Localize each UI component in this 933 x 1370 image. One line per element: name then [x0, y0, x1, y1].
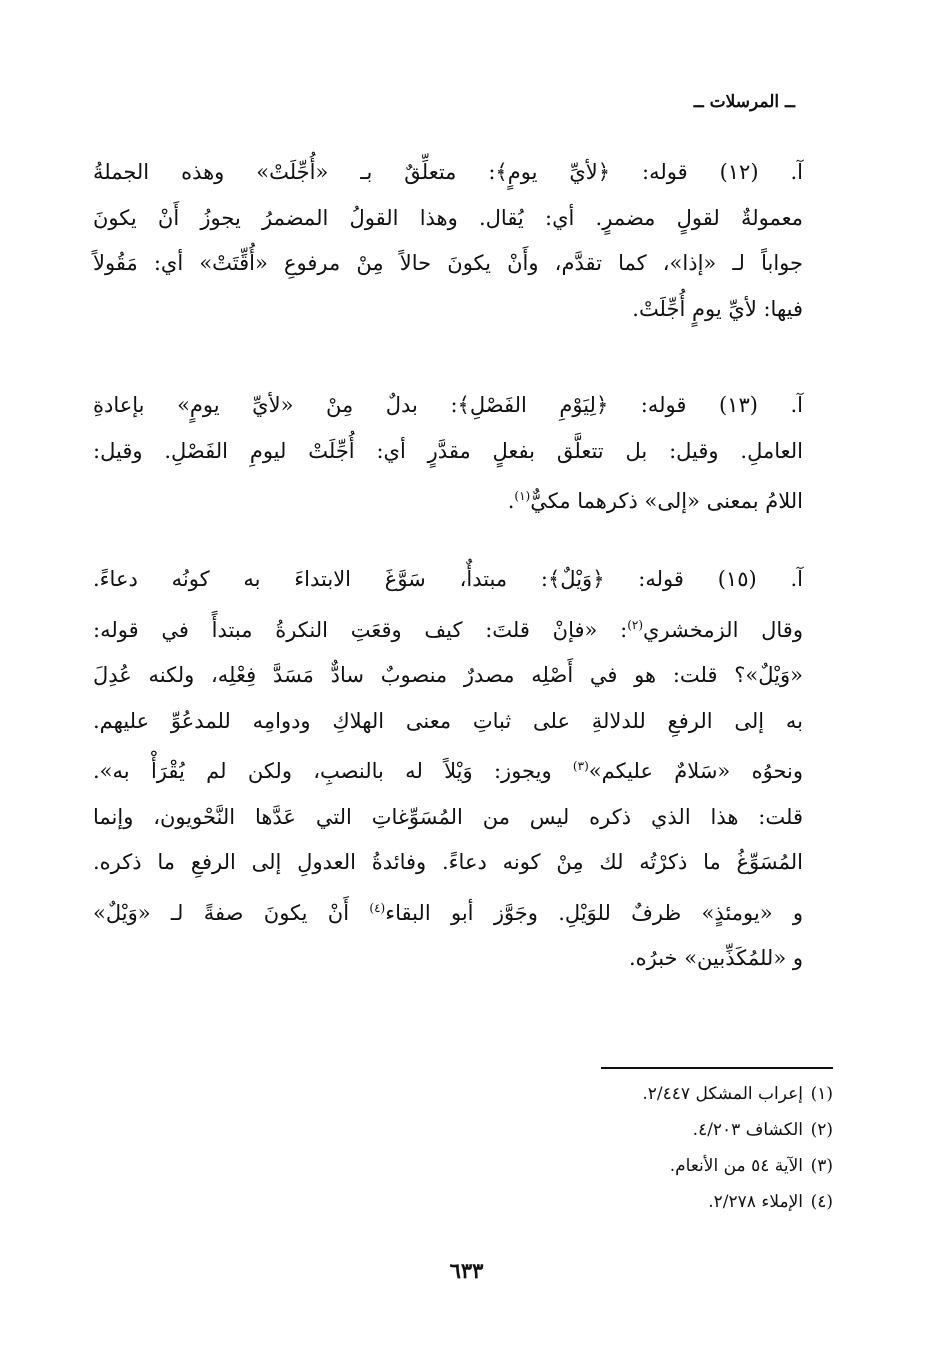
- text-line: [93, 474, 803, 525]
- text-line: به إلى الرفعِ للدلالةِ على ثباتِ معنى الهلاكِ ودوامِه للمدعُوِّ عليهم.: [93, 708, 803, 733]
- text-line: [93, 603, 803, 654]
- footnote: [642, 1076, 833, 1112]
- text-line: آ. (١٥) قوله: ﴿وَيْلٌ﴾: مبتدأٌ، سَوَّغَ الابتداءَ به كونُه دعاءً.: [93, 567, 803, 591]
- text-fragment: أَنْ يكونَ صفةً لـ «وَيْلٌ»: [93, 900, 370, 925]
- text-line: جواباً لـ «إذا»، كما تقدَّم، وأَنْ يكونَ حالاً مِنْ مرفوعِ «أُقِّتَتْ» أي: مَقُولاً: [93, 251, 803, 275]
- footnote-marker: (١): [514, 489, 531, 503]
- text-line: آ. (١٣) قوله: ﴿لِيَوْمِ الفَصْلِ﴾: بدلٌ مِنْ «لأيِّ يومٍ» بإعادةِ: [93, 393, 803, 417]
- text-fragment: ويجوز: وَيْلاً له بالنصبِ، ولكن لم يُقْرَأْ به».: [93, 759, 573, 783]
- text-fragment: : «فإنْ قلتَ: كيف وقعَتِ النكرةُ مبتدأً في قوله:: [93, 617, 628, 642]
- footnote-marker: (٣): [572, 759, 589, 773]
- footnote-text: إعراب المشكل ٢/٤٤٧.: [642, 1084, 803, 1104]
- text-fragment: و «يومئذٍ» ظرفٌ للوَيْلِ. وجَوَّز أبو البقاء: [385, 900, 803, 925]
- text-line: المُسَوِّغُ ما ذكرْتُه لك مِنْ كونه دعاءً. وفائدةُ العدولِ إلى الرفعِ ما ذكره.: [93, 850, 803, 874]
- text-line: آ. (١٢) قوله: ﴿لأيِّ يومٍ﴾: متعلِّقٌ بـ «أُجِّلَتْ» وهذه الجملةُ: [93, 160, 803, 184]
- text-line: «وَيْلٌ»؟ قلت: هو في أَصْلِه مصدرٌ منصوبٌ سادٌّ مَسَدَّ فِعْلِه، ولكنه عُدِلَ: [93, 663, 803, 687]
- footnote-text: الآية ٥٤ من الأنعام.: [669, 1156, 803, 1176]
- footnote-text: الإملاء ٢/٢٧٨.: [708, 1192, 803, 1212]
- footnote-number: (٢): [810, 1120, 833, 1140]
- text-line: [93, 886, 803, 937]
- text-fragment: ونحوُه «سَلامٌ عليكم»: [588, 759, 803, 783]
- text-fragment: .: [507, 489, 515, 513]
- text-line: و «للمُكَذِّبين» خبرُه.: [628, 946, 803, 970]
- footnote-number: (٣): [810, 1156, 833, 1176]
- text-fragment: اللامُ بمعنى «إلى» ذكرهما مكيٌّ: [530, 489, 803, 513]
- footnote-separator: [601, 1067, 833, 1069]
- footnote: [642, 1184, 833, 1220]
- text-line: قلت: هذا الذي ذكره ليس من المُسَوِّغاتِ التي عَدَّها النَّحْويون، وإنما: [93, 804, 803, 829]
- footnote-text: الكشاف ٤/٢٠٣.: [692, 1120, 803, 1140]
- commentary-section-verse-15: [93, 557, 803, 982]
- footnote-number: (٤): [810, 1192, 833, 1212]
- text-line: [93, 744, 803, 795]
- text-line: معمولةٌ لقولٍ مضمرٍ. أي: يُقال. وهذا القولُ المضمرُ يجوزُ أَنْ يكونَ: [93, 205, 803, 230]
- text-fragment: وقال الزمخشري: [643, 617, 803, 642]
- footnote: [642, 1112, 833, 1148]
- footnote-marker: (٢): [627, 617, 644, 632]
- text-line: فيها: لأيِّ يومٍ أُجِّلَتْ.: [632, 296, 803, 321]
- commentary-section-verse-12: [93, 150, 803, 332]
- commentary-section-verse-13: [93, 383, 803, 525]
- footnotes: [642, 1076, 833, 1220]
- footnote-marker: (٤): [369, 900, 386, 915]
- footnote-number: (١): [810, 1084, 833, 1104]
- footnote: [642, 1148, 833, 1184]
- text-line: العاملِ. وقيل: بل تتعلَّق بفعلٍ مقدَّرٍ أي: أُجِّلَتْ ليومِ الفَصْلِ. وقيل:: [93, 438, 803, 463]
- page-number: ٦٣٣: [449, 1258, 484, 1283]
- running-header: ــ المرسلات ــ: [693, 92, 795, 112]
